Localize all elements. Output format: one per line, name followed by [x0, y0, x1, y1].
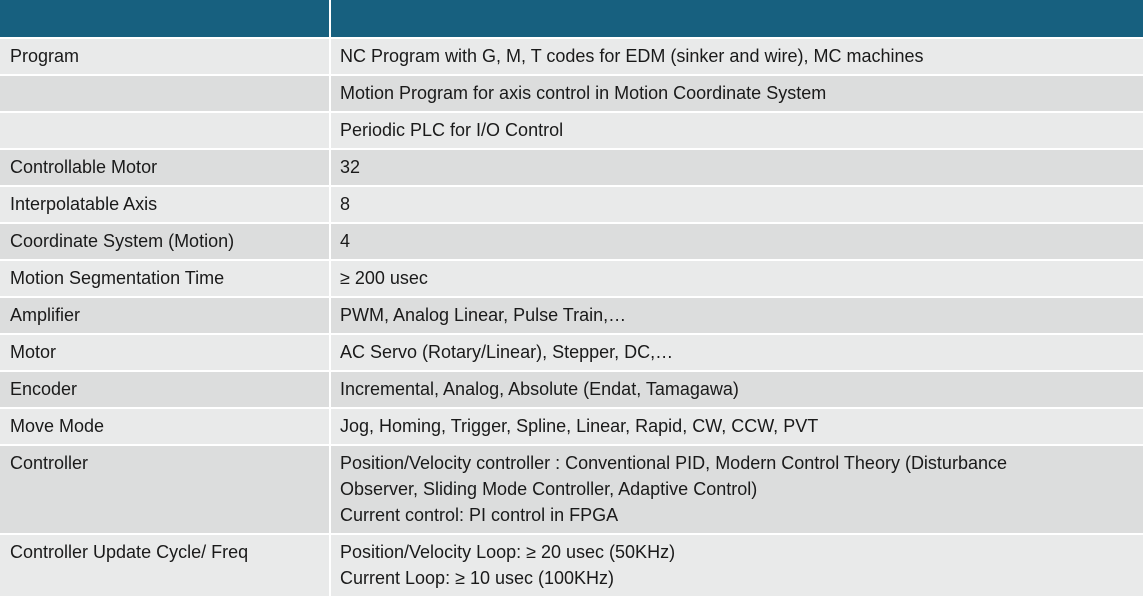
row-label: Motion Segmentation Time: [0, 260, 330, 297]
row-label: Motor: [0, 334, 330, 371]
row-label: Interpolatable Axis: [0, 186, 330, 223]
table-row: [0, 534, 1143, 597]
table-row: [0, 186, 1143, 223]
row-value: Motion Program for axis control in Motion Coordinate System: [330, 75, 1143, 112]
row-value: PWM, Analog Linear, Pulse Train,…: [330, 297, 1143, 334]
table-row: [0, 445, 1143, 534]
table-row: [0, 260, 1143, 297]
row-value: NC Program with G, M, T codes for EDM (sinker and wire), MC machines: [330, 38, 1143, 75]
table-row: [0, 408, 1143, 445]
row-value: Position/Velocity controller : Conventional PID, Modern Control Theory (Disturbance Observer, Sliding Mode Controller, Adaptive Control) Current control: PI control in FPGA: [330, 445, 1143, 534]
row-value: Incremental, Analog, Absolute (Endat, Tamagawa): [330, 371, 1143, 408]
row-value: 32: [330, 149, 1143, 186]
row-value: Position/Velocity Loop: ≥ 20 usec (50KHz) Current Loop: ≥ 10 usec (100KHz): [330, 534, 1143, 597]
column-header-specification: [330, 0, 1143, 38]
row-label: [0, 75, 330, 112]
table-row: [0, 334, 1143, 371]
table-row: [0, 112, 1143, 149]
row-label: Move Mode: [0, 408, 330, 445]
table-header-row: [0, 0, 1143, 38]
table-row: [0, 38, 1143, 75]
row-value: 4: [330, 223, 1143, 260]
row-value: ≥ 200 usec: [330, 260, 1143, 297]
row-label: [0, 112, 330, 149]
row-label: Encoder: [0, 371, 330, 408]
table-row: [0, 297, 1143, 334]
row-label: Controller Update Cycle/ Freq: [0, 534, 330, 597]
table-row: [0, 149, 1143, 186]
row-label: Coordinate System (Motion): [0, 223, 330, 260]
row-value: 8: [330, 186, 1143, 223]
column-header-feature: [0, 0, 330, 38]
row-label: Amplifier: [0, 297, 330, 334]
row-value: Jog, Homing, Trigger, Spline, Linear, Rapid, CW, CCW, PVT: [330, 408, 1143, 445]
row-label: Controllable Motor: [0, 149, 330, 186]
row-label: Program: [0, 38, 330, 75]
table-row: [0, 371, 1143, 408]
row-value: Periodic PLC for I/O Control: [330, 112, 1143, 149]
row-label: Controller: [0, 445, 330, 534]
row-value: AC Servo (Rotary/Linear), Stepper, DC,…: [330, 334, 1143, 371]
table-row: [0, 75, 1143, 112]
table-row: [0, 223, 1143, 260]
